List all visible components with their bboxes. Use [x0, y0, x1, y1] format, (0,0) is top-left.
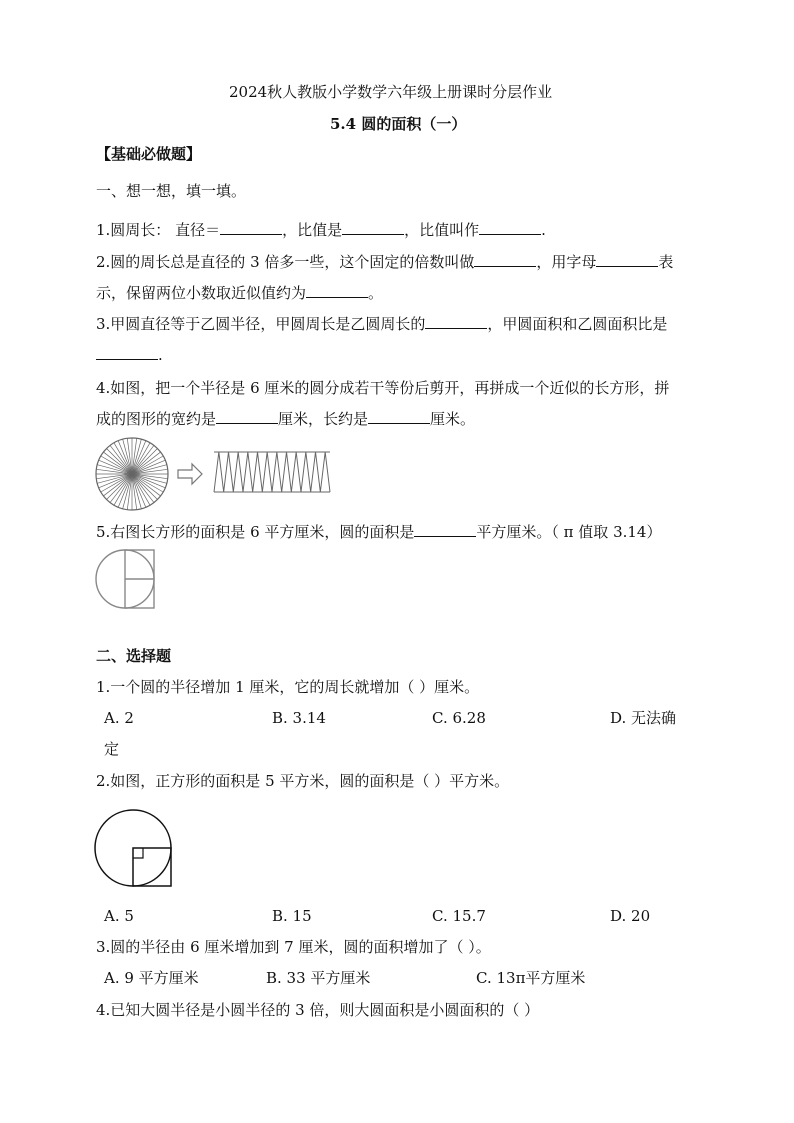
answer-blank[interactable]	[474, 252, 536, 267]
zigzag-sectors	[214, 452, 330, 492]
sector-line	[123, 439, 132, 474]
section-basic-label: 【基础必做题】	[96, 145, 202, 163]
circle-rectangle-figure	[94, 546, 158, 612]
question-1-4-line2	[96, 409, 475, 429]
circle-square-figure	[94, 806, 176, 890]
approximate-rectangle	[214, 452, 330, 492]
part1-heading: 一、想一想，填一填。	[96, 182, 247, 200]
sector-line	[132, 474, 141, 509]
question-1-2-line1	[96, 252, 673, 272]
q4-text-line2b: 厘米，长约是	[278, 410, 369, 428]
q2-text-line2a: 示，保留两位小数取近似值约为	[96, 284, 307, 302]
question-1-5	[96, 522, 661, 542]
q1-text-d: .	[541, 221, 546, 239]
question-2-2: 2.如图，正方形的面积是 5 平方米，圆的面积是（ ）平方米。	[96, 772, 510, 790]
q2-text-line2b: 。	[368, 284, 384, 302]
question-2-4: 4.已知大圆半径是小圆半径的 3 倍，则大圆面积是小圆面积的（ ）	[96, 1001, 540, 1019]
q1-text-a: 1.圆周长： 直径＝	[96, 221, 221, 239]
answer-blank[interactable]	[96, 345, 158, 360]
q1-text-b: ，比值是	[282, 221, 343, 239]
q3-text-a: 3.甲圆直径等于乙圆半径，甲圆周长是乙圆周长的	[96, 315, 426, 333]
worksheet-title: 2024秋人教版小学数学六年级上册课时分层作业	[229, 83, 553, 101]
sector-line	[132, 465, 167, 474]
q5-text-b: 平方厘米。（ π 值取 3.14）	[476, 523, 662, 541]
option-a[interactable]: A. 2	[104, 709, 134, 727]
question-1-4-line1: 4.如图，把一个半径是 6 厘米的圆分成若干等份后剪开，再拼成一个近似的长方形，拼	[96, 379, 670, 397]
sector-line	[132, 439, 141, 474]
q2-text-b: ，用字母	[536, 253, 597, 271]
answer-blank[interactable]	[342, 220, 404, 235]
q3-text-line2: .	[158, 346, 163, 364]
answer-blank[interactable]	[414, 522, 476, 537]
sector-line	[132, 474, 167, 483]
answer-blank[interactable]	[220, 220, 282, 235]
question-1-3-line1	[96, 314, 667, 334]
option-b[interactable]: B. 33 平方厘米	[266, 969, 371, 987]
sector-line	[97, 465, 132, 474]
answer-blank[interactable]	[368, 409, 430, 424]
q3-text-b: ，甲圆面积和乙圆面积比是	[487, 315, 668, 333]
answer-blank[interactable]	[216, 409, 278, 424]
option-d[interactable]: D. 无法确	[610, 709, 677, 727]
arrow-right-icon	[178, 464, 202, 484]
q2-text-a: 2.圆的周长总是直径的 3 倍多一些，这个固定的倍数叫做	[96, 253, 475, 271]
answer-blank[interactable]	[425, 314, 487, 329]
option-d[interactable]: D. 20	[610, 907, 651, 925]
question-1-3-line2	[96, 345, 163, 365]
q1-text-c: ，比值叫作	[404, 221, 480, 239]
question-2-1: 1.一个圆的半径增加 1 厘米，它的周长就增加（ ）厘米。	[96, 678, 480, 696]
sector-line	[97, 474, 132, 483]
q4-text-line2c: 厘米。	[430, 410, 476, 428]
answer-blank[interactable]	[479, 220, 541, 235]
option-b[interactable]: B. 15	[272, 907, 312, 925]
option-a[interactable]: A. 9 平方厘米	[104, 969, 199, 987]
right-angle-mark	[133, 848, 143, 858]
q2-text-c: 表	[658, 253, 674, 271]
circle-to-rectangle-figure	[94, 436, 334, 516]
part2-heading: 二、选择题	[96, 647, 172, 665]
divided-circle	[96, 438, 168, 510]
option-d-wrap: 定	[104, 740, 120, 758]
option-c[interactable]: C. 15.7	[432, 907, 486, 925]
question-2-3: 3.圆的半径由 6 厘米增加到 7 厘米，圆的面积增加了（ ）。	[96, 938, 491, 956]
lesson-subtitle: 5.4 圆的面积（一）	[330, 115, 467, 133]
question-1-1	[96, 220, 546, 240]
option-a[interactable]: A. 5	[104, 907, 134, 925]
answer-blank[interactable]	[306, 283, 368, 298]
sector-line	[123, 474, 132, 509]
option-c[interactable]: C. 6.28	[432, 709, 486, 727]
answer-blank[interactable]	[596, 252, 658, 267]
q4-text-line2a: 成的图形的宽约是	[96, 410, 217, 428]
option-c[interactable]: C. 13π平方厘米	[476, 969, 586, 987]
q5-text-a: 5.右图长方形的面积是 6 平方厘米，圆的面积是	[96, 523, 415, 541]
question-1-2-line2	[96, 283, 383, 303]
option-b[interactable]: B. 3.14	[272, 709, 326, 727]
